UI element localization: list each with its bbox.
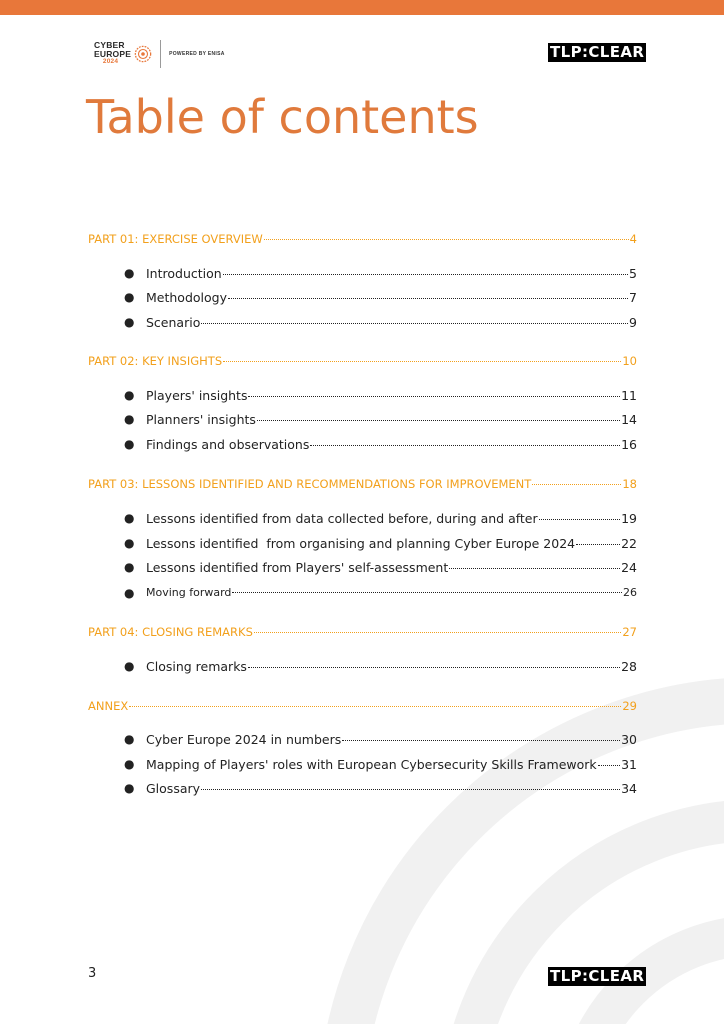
toc-entry-part-01[interactable] [88, 232, 637, 246]
tlp-clear-badge-top: TLP:CLEAR [550, 43, 645, 61]
toc-entry-part-04[interactable] [88, 625, 637, 639]
toc-leader-dots [264, 239, 629, 240]
toc-entry-page: 24 [621, 560, 637, 575]
toc-entry-mapping-roles[interactable] [88, 757, 637, 772]
toc-entry-glossary[interactable] [88, 781, 637, 796]
toc-entry-label: Moving forward [146, 586, 232, 599]
toc-leader-dots [310, 445, 620, 446]
top-accent-bar [0, 0, 724, 15]
toc-leader-dots [228, 298, 628, 299]
toc-entry-label: Scenario [146, 315, 201, 330]
toc-entry-page: 16 [621, 437, 637, 452]
powered-by-text: POWERED BY ENISA [169, 51, 225, 57]
toc-entry-findings[interactable] [88, 437, 637, 452]
toc-entry-annex[interactable] [88, 699, 637, 713]
toc-entry-page: 19 [621, 511, 637, 526]
toc-leader-dots [201, 323, 628, 324]
bullet-icon: ● [124, 266, 135, 280]
toc-leader-dots [532, 484, 621, 485]
toc-entry-page: 31 [621, 757, 637, 772]
toc-entry-label: Cyber Europe 2024 in numbers [146, 732, 342, 747]
toc-entry-page: 22 [621, 536, 637, 551]
toc-entry-in-numbers[interactable] [88, 732, 637, 747]
toc-leader-dots [129, 706, 621, 707]
toc-entry-page: 26 [623, 586, 637, 599]
toc-entry-label: Planners' insights [146, 412, 256, 427]
toc-entry-part-03[interactable] [88, 477, 637, 491]
bullet-icon: ● [124, 781, 135, 795]
toc-entry-label: Lessons identified from Players' self-assessment [146, 560, 449, 575]
logo-separator [160, 40, 161, 68]
toc-entry-page: 4 [629, 232, 637, 246]
toc-entry-label: Glossary [146, 781, 201, 796]
bullet-icon: ● [124, 315, 135, 329]
toc-entry-label: Introduction [146, 266, 222, 281]
bullet-icon: ● [124, 732, 135, 746]
toc-entry-methodology[interactable] [88, 290, 637, 305]
toc-leader-dots [576, 544, 620, 545]
toc-entry-label: PART 02: KEY INSIGHTS [88, 354, 223, 368]
toc-entry-lessons-organising[interactable] [88, 536, 637, 551]
toc-entry-label: Lessons identified from data collected before, during and after [146, 511, 538, 526]
toc-leader-dots [257, 420, 620, 421]
toc-entry-label: PART 01: EXERCISE OVERVIEW [88, 232, 263, 246]
toc-entry-page: 9 [629, 315, 637, 330]
toc-leader-dots [254, 632, 621, 633]
toc-leader-dots [223, 361, 621, 362]
bullet-icon: ● [124, 659, 135, 673]
toc-leader-dots [248, 396, 620, 397]
bullet-icon: ● [124, 388, 135, 402]
cyber-europe-logo [94, 40, 225, 68]
toc-entry-label: Findings and observations [146, 437, 310, 452]
toc-entry-label: Lessons identified from organising and planning Cyber Europe 2024 [146, 536, 576, 551]
toc-entry-introduction[interactable] [88, 266, 637, 281]
toc-entry-page: 7 [629, 290, 637, 305]
toc-entry-page: 29 [622, 699, 637, 713]
toc-entry-label: ANNEX [88, 699, 129, 713]
toc-entry-label: PART 04: CLOSING REMARKS [88, 625, 253, 639]
toc-entry-lessons-self-assessment[interactable] [88, 560, 637, 575]
toc-entry-players-insights[interactable] [88, 388, 637, 403]
bullet-icon: ● [124, 560, 135, 574]
toc-entry-page: 18 [622, 477, 637, 491]
logo-line-1: CYBER [94, 40, 125, 51]
toc-entry-label: PART 03: LESSONS IDENTIFIED AND RECOMMENDATIONS FOR IMPROVEMENT [88, 477, 532, 491]
toc-entry-label: Methodology [146, 290, 227, 305]
toc-leader-dots [539, 519, 620, 520]
toc-leader-dots [449, 568, 620, 569]
toc-entry-page: 28 [621, 659, 637, 674]
logo-line-2: EUROPE [94, 48, 132, 59]
bullet-icon: ● [124, 586, 135, 600]
toc-entry-page: 34 [621, 781, 637, 796]
toc-leader-dots [248, 667, 620, 668]
toc-entry-page: 5 [629, 266, 637, 281]
bullet-icon: ● [124, 757, 135, 771]
toc-entry-closing-remarks[interactable] [88, 659, 637, 674]
toc-entry-label: Players' insights [146, 388, 248, 403]
toc-entry-moving-forward[interactable] [88, 586, 637, 599]
page-number: 3 [88, 966, 97, 981]
page-title: Table of contents [86, 90, 479, 144]
toc-entry-page: 14 [621, 412, 637, 427]
toc-entry-page: 30 [621, 732, 637, 747]
logo-year: 2024 [102, 58, 119, 66]
bullet-icon: ● [124, 511, 135, 525]
toc-entry-page: 11 [621, 388, 637, 403]
toc-entry-scenario[interactable] [88, 315, 637, 330]
toc-leader-dots [232, 592, 622, 593]
bullet-icon: ● [124, 412, 135, 426]
toc-entry-planners-insights[interactable] [88, 412, 637, 427]
bullet-icon: ● [124, 536, 135, 550]
tlp-clear-badge-bottom: TLP:CLEAR [550, 967, 645, 985]
toc-leader-dots [223, 274, 628, 275]
toc-entry-part-02[interactable] [88, 354, 637, 368]
toc-leader-dots [201, 789, 620, 790]
toc-entry-lessons-data[interactable] [88, 511, 637, 526]
toc-entry-page: 27 [622, 625, 637, 639]
bullet-icon: ● [124, 290, 135, 304]
toc-entry-page: 10 [622, 354, 637, 368]
logo-emblem-icon [134, 45, 152, 63]
toc-entry-label: Mapping of Players' roles with European Cybersecurity Skills Framework [146, 757, 597, 772]
toc-leader-dots [342, 740, 620, 741]
toc-leader-dots [598, 765, 620, 766]
toc-entry-label: Closing remarks [146, 659, 247, 674]
bullet-icon: ● [124, 437, 135, 451]
